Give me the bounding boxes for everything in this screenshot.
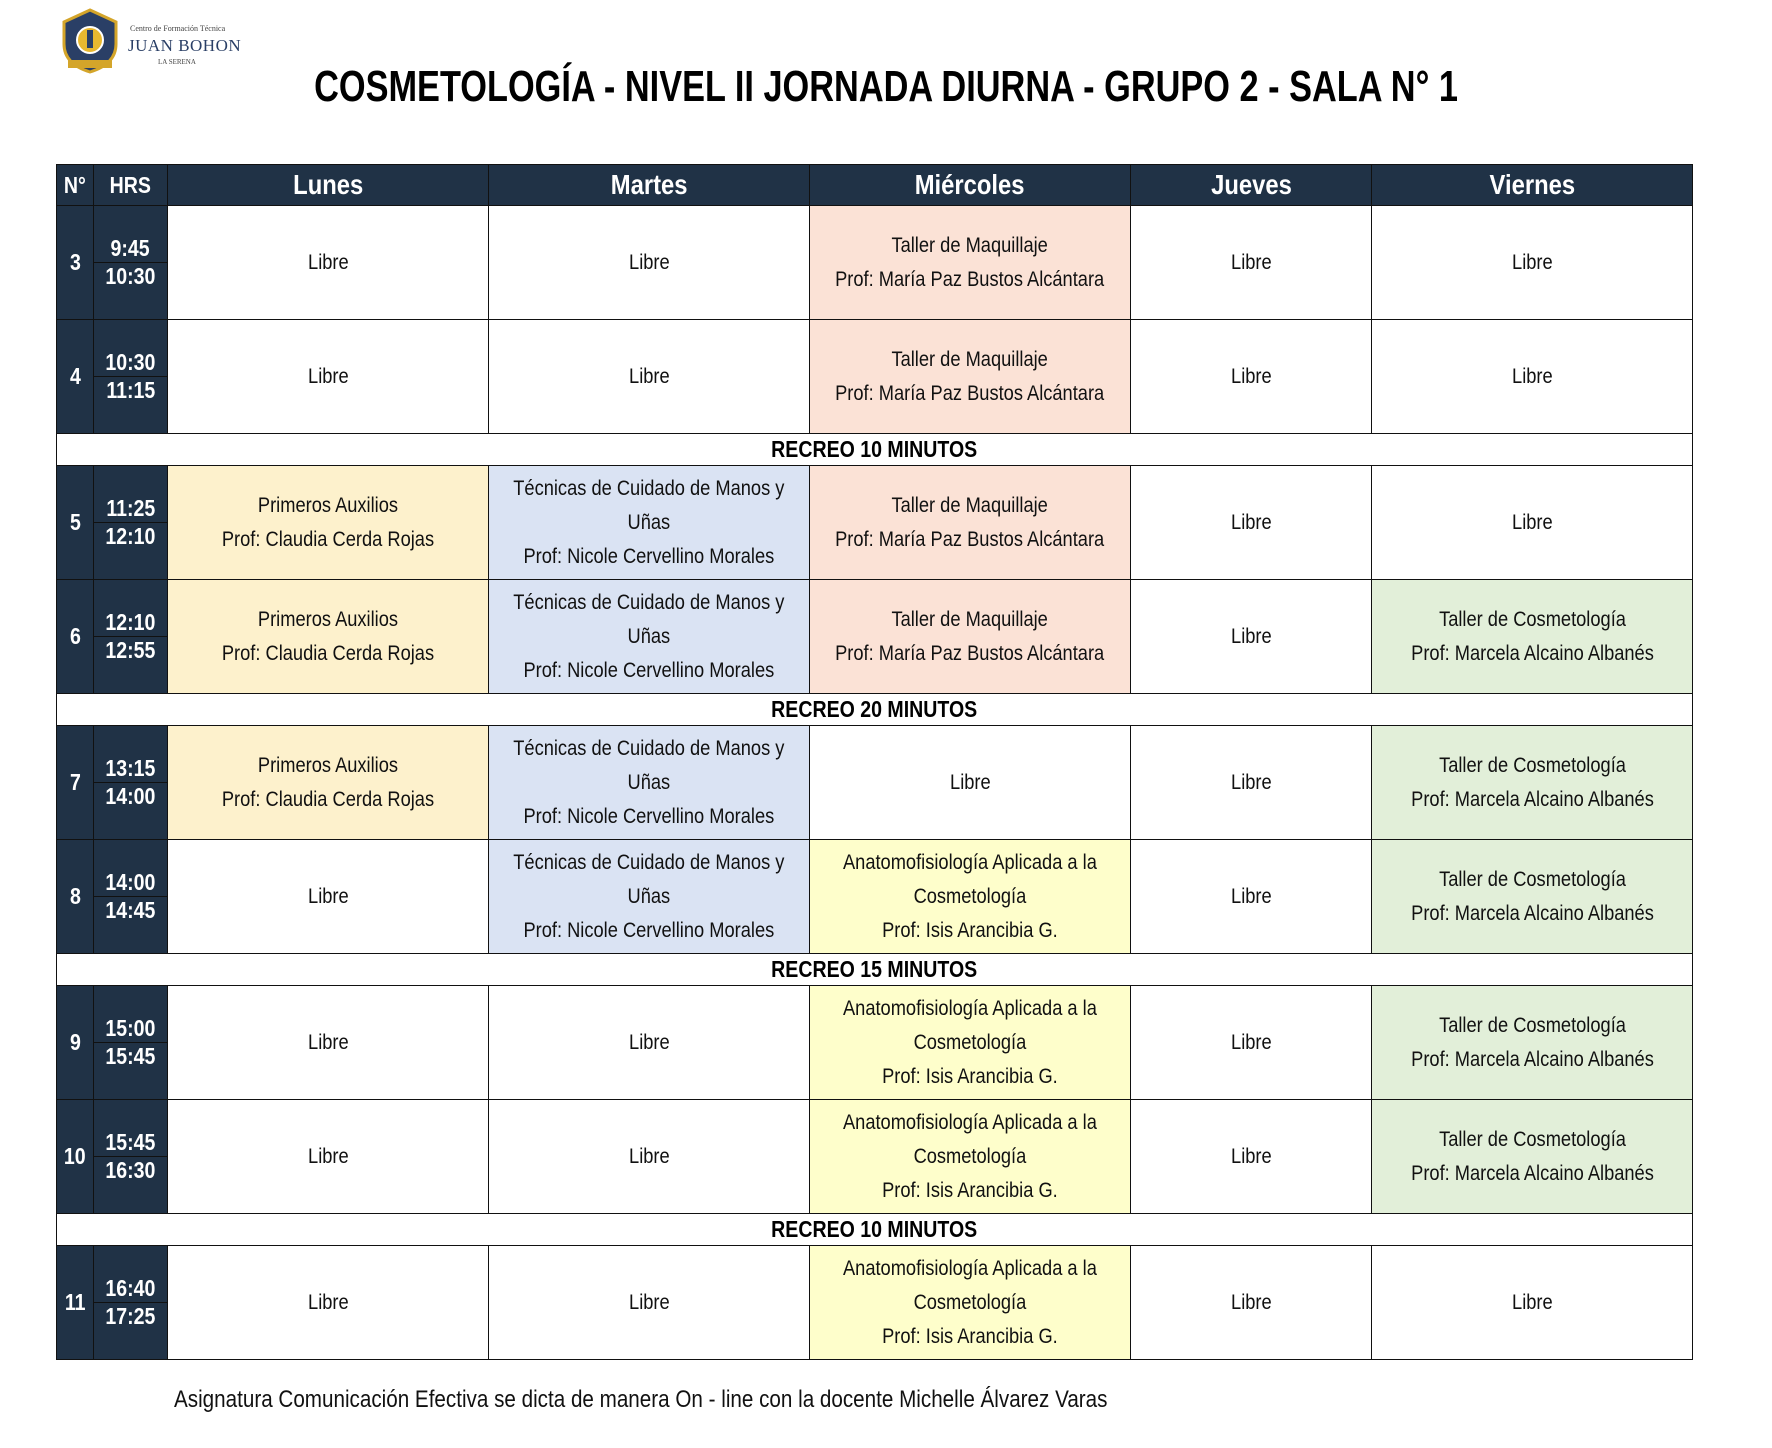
class-cell (1372, 726, 1693, 840)
class-cell (168, 1100, 489, 1214)
class-cell (1131, 986, 1372, 1100)
subject-name: Libre (307, 1290, 349, 1314)
header-day-thursday: Jueves (1131, 165, 1372, 206)
class-cell (489, 726, 810, 840)
header-hrs: HRS (94, 165, 168, 206)
teacher-name: Prof: María Paz Bustos Alcántara (835, 527, 1105, 551)
header-day-tuesday: Martes (489, 165, 810, 206)
class-cell-content (222, 603, 434, 671)
subject-name: Taller de Maquillaje (891, 493, 1049, 517)
class-cell-content (1231, 1026, 1272, 1060)
class-cell-content (835, 343, 1104, 411)
subject-name: Libre (1230, 250, 1272, 274)
subject-name: Taller de Maquillaje (891, 233, 1049, 257)
end-time (94, 897, 168, 954)
subject-name: Cosmetología (913, 1290, 1027, 1314)
subject-name: Libre (1511, 510, 1553, 534)
class-cell (168, 580, 489, 694)
start-time-text: 14:00 (105, 869, 156, 895)
class-cell (1372, 320, 1693, 434)
class-cell (489, 320, 810, 434)
period-number-text: 7 (69, 769, 81, 795)
period-number-text: 11 (64, 1289, 86, 1315)
end-time-text: 12:10 (105, 523, 156, 549)
period-number (57, 840, 94, 954)
header-num: N° (57, 165, 94, 206)
subject-name: Taller de Cosmetología (1438, 607, 1626, 631)
class-cell-content (629, 1140, 670, 1174)
subject-name: Libre (628, 250, 670, 274)
end-time-text: 17:25 (105, 1303, 156, 1329)
class-cell (810, 206, 1131, 320)
break-row (57, 434, 1693, 466)
start-time-text: 15:45 (105, 1129, 156, 1155)
period-number (57, 1246, 94, 1360)
start-time (94, 320, 168, 377)
class-cell (168, 840, 489, 954)
class-cell-content (629, 1286, 670, 1320)
class-cell (168, 1246, 489, 1360)
header-day-wednesday: Miércoles (810, 165, 1131, 206)
teacher-name: Prof: Marcela Alcaino Albanés (1410, 1047, 1654, 1071)
end-time-text: 11:15 (106, 377, 155, 403)
period-number-text: 6 (69, 623, 81, 649)
class-cell (810, 1100, 1131, 1214)
end-time-text: 12:55 (105, 637, 156, 663)
class-cell-content (1512, 360, 1553, 394)
subject-name: Libre (1511, 1290, 1553, 1314)
subject-name: Libre (1230, 510, 1272, 534)
period-number-text: 3 (69, 249, 81, 275)
subject-name: Libre (949, 770, 991, 794)
period-row (57, 840, 1693, 897)
break-label-text: RECREO 15 MINUTOS (771, 956, 978, 982)
end-time (94, 377, 168, 434)
class-cell-content (1512, 1286, 1553, 1320)
subject-name: Libre (307, 250, 349, 274)
end-time (94, 523, 168, 580)
subject-name: Anatomofisiología Aplicada a la (843, 1110, 1097, 1134)
subject-name: Libre (1511, 364, 1553, 388)
header-day-friday: Viernes (1372, 165, 1693, 206)
teacher-name: Prof: María Paz Bustos Alcántara (835, 641, 1105, 665)
class-cell-content (1411, 1123, 1654, 1191)
subject-name: Libre (1230, 884, 1272, 908)
class-cell-content (1411, 603, 1654, 671)
class-cell-content (835, 603, 1104, 671)
subject-name: Libre (628, 364, 670, 388)
class-cell (810, 726, 1131, 840)
subject-name: Uñas (627, 770, 671, 794)
period-number (57, 206, 94, 320)
logo-name: JUAN BOHON (128, 36, 242, 55)
logo-city: LA SERENA (158, 58, 196, 66)
subject-name: Primeros Auxilios (257, 753, 399, 777)
class-cell-content (222, 489, 434, 557)
teacher-name: Prof: Claudia Cerda Rojas (221, 527, 435, 551)
teacher-name: Prof: Marcela Alcaino Albanés (1410, 901, 1654, 925)
end-time (94, 783, 168, 840)
break-row (57, 1214, 1693, 1246)
crest-icon (58, 8, 122, 74)
class-cell-content (1512, 506, 1553, 540)
class-cell (168, 320, 489, 434)
class-cell-content (835, 229, 1104, 297)
class-cell (810, 320, 1131, 434)
teacher-name: Prof: Nicole Cervellino Morales (523, 658, 775, 682)
class-cell-content (629, 246, 670, 280)
period-number (57, 726, 94, 840)
period-row (57, 1246, 1693, 1303)
class-cell-content (1411, 863, 1654, 931)
class-cell-content (1231, 1286, 1272, 1320)
class-cell (1131, 840, 1372, 954)
period-number-text: 9 (69, 1029, 81, 1055)
class-cell-content (843, 992, 1097, 1094)
subject-name: Libre (307, 1144, 349, 1168)
class-cell (489, 1246, 810, 1360)
class-cell (168, 726, 489, 840)
class-cell (168, 986, 489, 1100)
break-label-text: RECREO 10 MINUTOS (771, 436, 978, 462)
period-row (57, 986, 1693, 1043)
class-cell-content (1411, 1009, 1654, 1077)
end-time (94, 1157, 168, 1214)
class-cell-content (308, 1026, 349, 1060)
subject-name: Anatomofisiología Aplicada a la (843, 996, 1097, 1020)
subject-name: Libre (1230, 770, 1272, 794)
subject-name: Libre (628, 1144, 670, 1168)
subject-name: Taller de Cosmetología (1438, 1013, 1626, 1037)
period-row (57, 1100, 1693, 1157)
period-number (57, 986, 94, 1100)
teacher-name: Prof: María Paz Bustos Alcántara (835, 267, 1105, 291)
class-cell-content (513, 846, 784, 948)
subject-name: Anatomofisiología Aplicada a la (843, 1256, 1097, 1280)
subject-name: Libre (1230, 624, 1272, 648)
start-time-text: 13:15 (105, 755, 156, 781)
footnote: Asignatura Comunicación Efectiva se dicta de manera On - line con la docente Michelle Álvarez Varas (174, 1386, 1108, 1413)
teacher-name: Prof: Isis Arancibia G. (882, 1324, 1058, 1348)
subject-name: Libre (1230, 1030, 1272, 1054)
period-number (57, 1100, 94, 1214)
class-cell (489, 840, 810, 954)
class-cell (1131, 466, 1372, 580)
subject-name: Taller de Cosmetología (1438, 753, 1626, 777)
period-row (57, 206, 1693, 263)
class-cell (1372, 466, 1693, 580)
subject-name: Libre (628, 1290, 670, 1314)
start-time (94, 1246, 168, 1303)
period-row (57, 320, 1693, 377)
class-cell-content (1512, 246, 1553, 280)
start-time (94, 206, 168, 263)
class-cell-content (843, 1252, 1097, 1354)
subject-name: Uñas (627, 884, 671, 908)
period-number-text: 8 (69, 883, 81, 909)
schedule-body (57, 206, 1693, 1360)
start-time-text: 16:40 (105, 1275, 156, 1301)
class-cell (810, 466, 1131, 580)
start-time-text: 10:30 (105, 349, 156, 375)
end-time (94, 1303, 168, 1360)
start-time-text: 9:45 (110, 235, 151, 261)
subject-name: Uñas (627, 510, 671, 534)
subject-name: Técnicas de Cuidado de Manos y (513, 850, 785, 874)
subject-name: Libre (1230, 1290, 1272, 1314)
subject-name: Técnicas de Cuidado de Manos y (513, 590, 785, 614)
period-row (57, 466, 1693, 523)
teacher-name: Prof: Marcela Alcaino Albanés (1410, 1161, 1654, 1185)
teacher-name: Prof: Claudia Cerda Rojas (221, 787, 435, 811)
teacher-name: Prof: María Paz Bustos Alcántara (835, 381, 1105, 405)
start-time-text: 12:10 (105, 609, 156, 635)
subject-name: Primeros Auxilios (257, 607, 399, 631)
break-label (57, 434, 1693, 466)
start-time (94, 1100, 168, 1157)
subject-name: Libre (1230, 364, 1272, 388)
period-number (57, 580, 94, 694)
class-cell (489, 466, 810, 580)
start-time-text: 15:00 (105, 1015, 156, 1041)
class-cell (1372, 986, 1693, 1100)
teacher-name: Prof: Nicole Cervellino Morales (523, 804, 775, 828)
class-cell-content (629, 1026, 670, 1060)
break-row (57, 694, 1693, 726)
class-cell (1131, 206, 1372, 320)
subject-name: Libre (1230, 1144, 1272, 1168)
class-cell (489, 206, 810, 320)
subject-name: Primeros Auxilios (257, 493, 399, 517)
class-cell-content (513, 586, 784, 688)
class-cell-content (1231, 620, 1272, 654)
class-cell-content (835, 489, 1104, 557)
start-time (94, 580, 168, 637)
start-time-text: 11:25 (106, 495, 155, 521)
class-cell (168, 466, 489, 580)
period-number-text: 5 (69, 509, 81, 535)
class-cell-content (308, 880, 349, 914)
teacher-name: Prof: Isis Arancibia G. (882, 1064, 1058, 1088)
class-cell (1372, 206, 1693, 320)
end-time-text: 14:00 (105, 783, 156, 809)
period-number-text: 4 (69, 363, 81, 389)
break-label (57, 1214, 1693, 1246)
period-number (57, 320, 94, 434)
class-cell-content (1231, 360, 1272, 394)
class-cell-content (1231, 246, 1272, 280)
class-cell-content (308, 1140, 349, 1174)
class-cell (489, 580, 810, 694)
class-cell (810, 840, 1131, 954)
subject-name: Libre (1511, 250, 1553, 274)
class-cell-content (843, 1106, 1097, 1208)
teacher-name: Prof: Nicole Cervellino Morales (523, 544, 775, 568)
subject-name: Taller de Maquillaje (891, 607, 1049, 631)
break-label-text: RECREO 10 MINUTOS (771, 1216, 978, 1242)
class-cell-content (1231, 880, 1272, 914)
subject-name: Cosmetología (913, 1144, 1027, 1168)
subject-name: Anatomofisiología Aplicada a la (843, 850, 1097, 874)
class-cell (1372, 840, 1693, 954)
subject-name: Libre (307, 364, 349, 388)
class-cell-content (1231, 1140, 1272, 1174)
class-cell-content (629, 360, 670, 394)
schedule-table (56, 164, 1693, 1360)
subject-name: Taller de Cosmetología (1438, 1127, 1626, 1151)
teacher-name: Prof: Nicole Cervellino Morales (523, 918, 775, 942)
end-time-text: 10:30 (105, 263, 156, 289)
period-number-text: 10 (64, 1143, 86, 1169)
class-cell (489, 986, 810, 1100)
class-cell (1372, 580, 1693, 694)
class-cell (1372, 1246, 1693, 1360)
class-cell (168, 206, 489, 320)
class-cell (489, 1100, 810, 1214)
header-row (57, 165, 1693, 206)
break-label (57, 954, 1693, 986)
logo-subtitle: Centro de Formación Técnica (130, 24, 226, 33)
header-day-monday: Lunes (168, 165, 489, 206)
class-cell (810, 580, 1131, 694)
class-cell-content (843, 846, 1097, 948)
subject-name: Taller de Cosmetología (1438, 867, 1626, 891)
teacher-name: Prof: Isis Arancibia G. (882, 1178, 1058, 1202)
page-title: COSMETOLOGÍA - NIVEL II JORNADA DIURNA - GRUPO 2 - SALA N° 1 (314, 62, 1458, 111)
class-cell-content (1411, 749, 1654, 817)
class-cell-content (1231, 766, 1272, 800)
class-cell (1131, 580, 1372, 694)
start-time (94, 466, 168, 523)
end-time-text: 16:30 (105, 1157, 156, 1183)
break-row (57, 954, 1693, 986)
subject-name: Taller de Maquillaje (891, 347, 1049, 371)
subject-name: Libre (307, 1030, 349, 1054)
subject-name: Técnicas de Cuidado de Manos y (513, 736, 785, 760)
teacher-name: Prof: Claudia Cerda Rojas (221, 641, 435, 665)
teacher-name: Prof: Isis Arancibia G. (882, 918, 1058, 942)
end-time-text: 14:45 (105, 897, 156, 923)
subject-name: Libre (307, 884, 349, 908)
class-cell (1131, 726, 1372, 840)
class-cell (810, 1246, 1131, 1360)
start-time (94, 840, 168, 897)
class-cell (1131, 320, 1372, 434)
period-row (57, 726, 1693, 783)
class-cell (1131, 1100, 1372, 1214)
class-cell-content (513, 472, 784, 574)
class-cell-content (950, 766, 991, 800)
break-label-text: RECREO 20 MINUTOS (771, 696, 978, 722)
subject-name: Libre (628, 1030, 670, 1054)
subject-name: Cosmetología (913, 884, 1027, 908)
subject-name: Técnicas de Cuidado de Manos y (513, 476, 785, 500)
class-cell-content (222, 749, 434, 817)
class-cell-content (513, 732, 784, 834)
class-cell-content (308, 360, 349, 394)
class-cell-content (308, 1286, 349, 1320)
class-cell-content (1231, 506, 1272, 540)
break-label (57, 694, 1693, 726)
end-time (94, 1043, 168, 1100)
start-time (94, 726, 168, 783)
period-number (57, 466, 94, 580)
subject-name: Cosmetología (913, 1030, 1027, 1054)
end-time (94, 637, 168, 694)
class-cell (1131, 1246, 1372, 1360)
teacher-name: Prof: Marcela Alcaino Albanés (1410, 641, 1654, 665)
start-time (94, 986, 168, 1043)
teacher-name: Prof: Marcela Alcaino Albanés (1410, 787, 1654, 811)
class-cell-content (308, 246, 349, 280)
class-cell (810, 986, 1131, 1100)
subject-name: Uñas (627, 624, 671, 648)
end-time-text: 15:45 (105, 1043, 156, 1069)
end-time (94, 263, 168, 320)
class-cell (1372, 1100, 1693, 1214)
period-row (57, 580, 1693, 637)
